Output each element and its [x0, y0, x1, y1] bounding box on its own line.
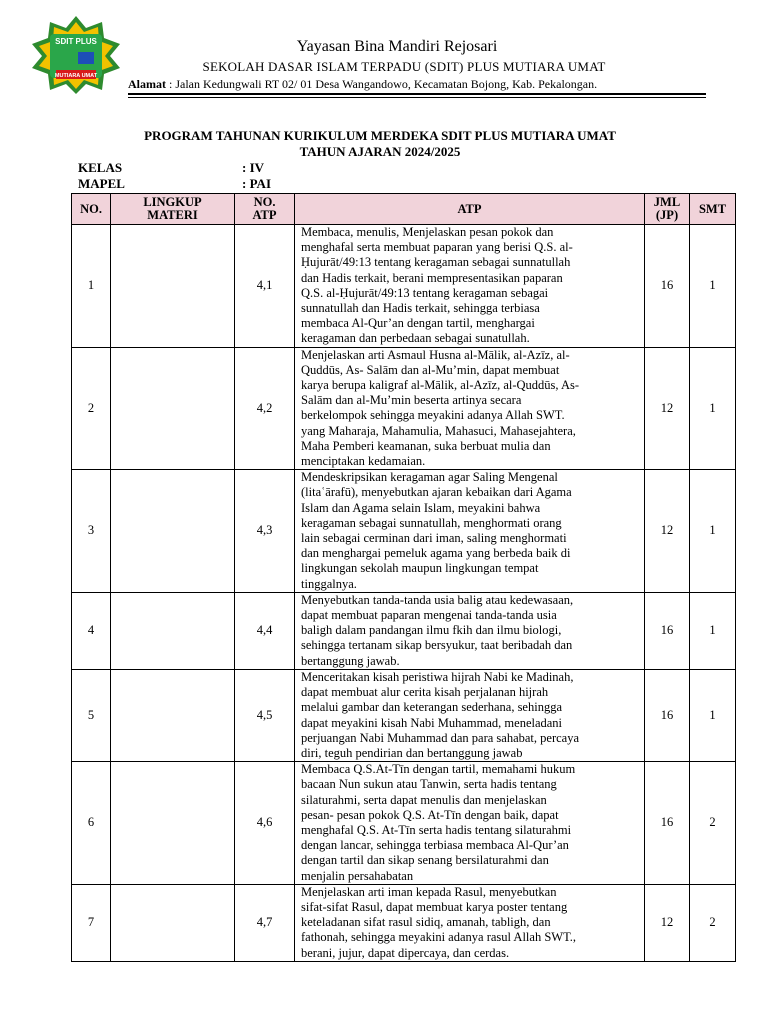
- col-header-smt: SMT: [690, 194, 736, 225]
- col-header-no: NO.: [72, 194, 111, 225]
- row-no-atp: 4,4: [235, 592, 295, 669]
- atp-line: berkelompok sehingga meyakini adanya Allah SWT.: [301, 408, 565, 423]
- row-lingkup-materi: [111, 669, 235, 761]
- row-smt: 1: [690, 470, 736, 593]
- atp-line: sunnatullah dan Hadis terkait, sehingga terbiasa: [301, 301, 540, 316]
- row-number: 6: [72, 762, 111, 885]
- atp-line: menghafal Q.S. At-Tīn serta hadis tentang silaturahmi: [301, 822, 572, 837]
- atp-line: melalui gambar dan keterangan sederhana, sehingga: [301, 700, 562, 715]
- row-no-atp: 4,6: [235, 762, 295, 885]
- atp-line: (litaʿārafū), menyebutkan ajaran kebaikan dari Agama: [301, 485, 572, 500]
- col-header-atp: ATP: [295, 194, 645, 225]
- atp-line: dapat membuat alur cerita kisah perjalanan hijrah: [301, 685, 549, 700]
- row-jml-jp: 16: [645, 592, 690, 669]
- atp-line: lain sebagai cerminan dari iman, saling menghormati: [301, 531, 567, 546]
- logo-ribbon-text: MUTIARA UMAT: [54, 73, 98, 79]
- row-atp-text: [295, 762, 645, 885]
- address-label: Alamat: [128, 77, 166, 91]
- row-smt: 2: [690, 762, 736, 885]
- mapel-value: : PAI: [242, 176, 272, 191]
- table-header-row: [72, 194, 736, 225]
- col-header-jml-jp: JML (JP): [645, 194, 690, 225]
- row-lingkup-materi: [111, 884, 235, 961]
- atp-line: dan Hadis terkait, berani mempresentasikan paparan: [301, 270, 563, 285]
- table-row: [72, 762, 736, 885]
- atp-line: dapat membuat paparan mengenai tanda-tanda usia: [301, 608, 557, 623]
- atp-line: tinggalnya.: [301, 576, 357, 591]
- atp-line: Membaca, menulis, Menjelaskan pesan pokok dan: [301, 225, 554, 239]
- atp-line: Menyebutkan tanda-tanda usia balig atau kedewasaan,: [301, 592, 574, 607]
- header-rule-thin: [128, 97, 706, 98]
- row-no-atp: 4,7: [235, 884, 295, 961]
- row-number: 5: [72, 669, 111, 761]
- row-number: 2: [72, 347, 111, 470]
- atp-line: keragaman sebagai sunnatullah, menghormati orang: [301, 515, 562, 530]
- atp-line: dengan lancar, sehingga terbiasa membaca Al-Qur’an: [301, 838, 569, 853]
- atp-line: menciptakan kedamaian.: [301, 454, 426, 469]
- atp-line: Menceritakan kisah peristiwa hijrah Nabi ke Madinah,: [301, 669, 574, 684]
- atp-line: Quddūs, As- Salām dan al-Mu’min, dapat membuat: [301, 362, 560, 377]
- row-jml-jp: 12: [645, 470, 690, 593]
- atp-line: dengan tartil dan sikap senang bersilaturahmi dan: [301, 853, 549, 868]
- table-row: [72, 470, 736, 593]
- foundation-name: Yayasan Bina Mandiri Rejosari: [296, 38, 498, 55]
- atp-line: keteladanan sifat rasul sidiq, amanah, tabligh, dan: [301, 915, 551, 930]
- row-atp-text: [295, 669, 645, 761]
- school-name: SEKOLAH DASAR ISLAM TERPADU (SDIT) PLUS MUTIARA UMAT: [202, 59, 606, 74]
- mapel-label: MAPEL: [78, 176, 125, 191]
- row-jml-jp: 16: [645, 225, 690, 348]
- atp-line: Q.S. al-Ḥujurāt/49:13 tentang keragaman sebagai: [301, 285, 549, 300]
- row-lingkup-materi: [111, 762, 235, 885]
- row-lingkup-materi: [111, 592, 235, 669]
- row-atp-text: [295, 884, 645, 961]
- atp-line: Ḥujurāt/49:13 tentang keragaman sebagai sunnatullah: [301, 255, 571, 270]
- row-smt: 2: [690, 884, 736, 961]
- atp-line: dan menghargai pemeluk agama yang berbeda baik di: [301, 546, 571, 561]
- table-row: [72, 225, 736, 348]
- atp-line: Maha Pemberi keamanan, suka berbuat mulia dan: [301, 438, 551, 453]
- mapel-row: [78, 176, 272, 192]
- row-atp-text: [295, 470, 645, 593]
- atp-line: perjuangan Nabi Muhammad dan para sahabat, percaya: [301, 730, 580, 745]
- atp-line: yang Maharaja, Mahamulia, Mahasuci, Mahasejahtera,: [301, 423, 576, 438]
- atp-line: lingkungan sekolah maupun lingkungan tempat: [301, 561, 539, 576]
- row-lingkup-materi: [111, 347, 235, 470]
- atp-line: silaturahmi, serta dapat menulis dan menjelaskan: [301, 792, 547, 807]
- row-smt: 1: [690, 347, 736, 470]
- document-title: PROGRAM TAHUNAN KURIKULUM MERDEKA SDIT PLUS MUTIARA UMAT: [144, 128, 616, 143]
- row-smt: 1: [690, 669, 736, 761]
- atp-line: menjalin persahabatan: [301, 868, 414, 883]
- row-no-atp: 4,3: [235, 470, 295, 593]
- col-header-no-atp: NO. ATP: [235, 194, 295, 225]
- row-jml-jp: 16: [645, 762, 690, 885]
- row-smt: 1: [690, 592, 736, 669]
- table-row: [72, 884, 736, 961]
- document-subtitle: TAHUN AJARAN 2024/2025: [299, 144, 461, 159]
- table-row: [72, 669, 736, 761]
- atp-line: pesan- pesan pokok Q.S. At-Tīn dengan baik, dapat: [301, 807, 559, 822]
- kelas-row: [78, 160, 265, 176]
- atp-line: membaca Al-Qur’an dengan tartil, menghargai: [301, 316, 535, 331]
- row-smt: 1: [690, 225, 736, 348]
- row-number: 4: [72, 592, 111, 669]
- row-no-atp: 4,2: [235, 347, 295, 470]
- row-atp-text: [295, 225, 645, 348]
- atp-line: karya berupa kaligraf al-Mālik, al-Azīz, al-Quddūs, As-: [301, 378, 580, 393]
- atp-line: sehingga tertanam sikap bersyukur, taat beribadah dan: [301, 638, 573, 653]
- col-header-lingkup-materi: LINGKUP MATERI: [111, 194, 235, 225]
- program-table: [71, 193, 736, 962]
- school-address: [128, 77, 597, 92]
- row-atp-text: [295, 347, 645, 470]
- header-rule-thick: [128, 93, 706, 95]
- atp-line: fathonah, sehingga meyakini adanya rasul Allah SWT.,: [301, 930, 577, 945]
- row-number: 1: [72, 225, 111, 348]
- row-lingkup-materi: [111, 470, 235, 593]
- row-jml-jp: 12: [645, 884, 690, 961]
- row-no-atp: 4,1: [235, 225, 295, 348]
- atp-line: dapat meyakini kisah Nabi Muhammad, meneladani: [301, 715, 563, 730]
- atp-line: berani, jujur, dapat dipercaya, dan cerdas.: [301, 945, 510, 960]
- atp-line: bacaan Nun sukun atau Tanwin, serta hadis tentang: [301, 777, 557, 792]
- atp-line: Mendeskripsikan keragaman agar Saling Mengenal: [301, 470, 558, 485]
- atp-line: sifat-sifat Rasul, dapat membuat karya poster tentang: [301, 899, 568, 914]
- atp-line: Islam dan Agama selain Islam, meyakini bahwa: [301, 500, 541, 515]
- row-no-atp: 4,5: [235, 669, 295, 761]
- row-number: 7: [72, 884, 111, 961]
- row-atp-text: [295, 592, 645, 669]
- atp-line: Menjelaskan arti iman kepada Rasul, menyebutkan: [301, 884, 557, 899]
- logo-badge-text: SDIT PLUS: [55, 37, 97, 46]
- atp-line: Membaca Q.S.At-Tīn dengan tartil, memahami hukum: [301, 762, 576, 777]
- atp-line: diri, teguh pendirian dan bertanggung jawab: [301, 745, 523, 760]
- atp-line: bertanggung jawab.: [301, 653, 400, 668]
- atp-line: keragaman dan perbedaan sebagai sunatullah.: [301, 331, 530, 346]
- address-text: : Jalan Kedungwali RT 02/ 01 Desa Wangandowo, Kecamatan Bojong, Kab. Pekalongan.: [166, 77, 598, 91]
- kelas-label: KELAS: [78, 160, 123, 175]
- row-jml-jp: 16: [645, 669, 690, 761]
- row-lingkup-materi: [111, 225, 235, 348]
- atp-line: Salām dan al-Mu’min beserta artinya secara: [301, 393, 522, 408]
- table-row: [72, 347, 736, 470]
- row-number: 3: [72, 470, 111, 593]
- atp-line: menghafal serta membuat paparan yang berisi Q.S. al-: [301, 240, 573, 255]
- atp-line: baligh dalam pandangan ilmu fkih dan ilmu biologi,: [301, 623, 562, 638]
- kelas-value: : IV: [242, 160, 265, 175]
- row-jml-jp: 12: [645, 347, 690, 470]
- atp-line: Menjelaskan arti Asmaul Husna al-Mālik, al-Azīz, al-: [301, 347, 570, 362]
- table-row: [72, 592, 736, 669]
